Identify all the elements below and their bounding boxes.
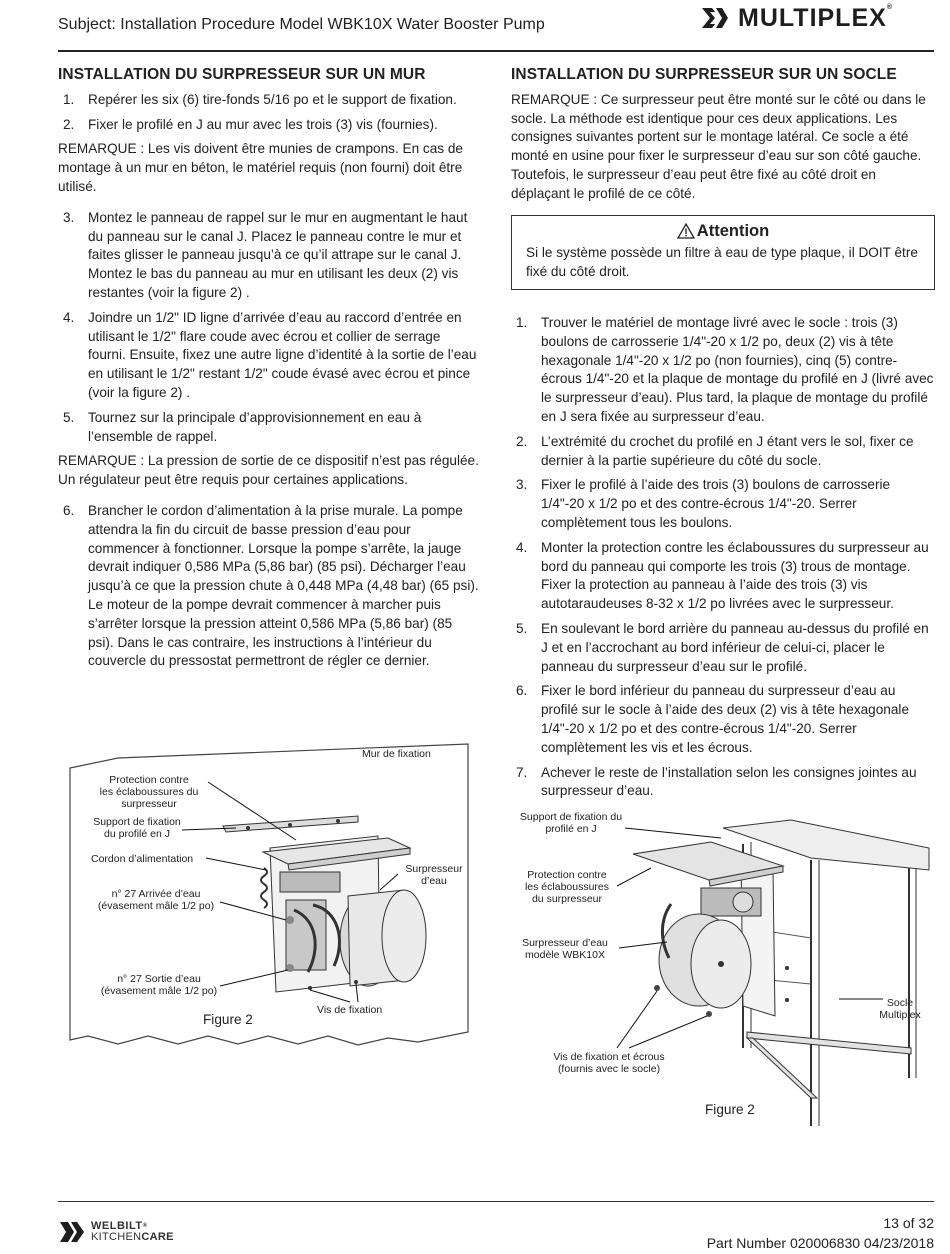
welbilt-kitchencare-logo xyxy=(58,1216,238,1248)
label-splash-guard-1: Protection contre xyxy=(109,774,189,786)
wall-mount-illustration xyxy=(58,740,478,1085)
label-booster-2: d’eau xyxy=(421,875,447,887)
label-inlet-2: (évasement mâle 1/2 po) xyxy=(97,900,215,912)
label-power-cord: Cordon d’alimentation xyxy=(91,853,194,865)
list-item: 4. Joindre un 1/2" ID ligne d’arrivée d’eau au raccord d’entrée en utilisant le 1/2" flare coude avec écrou et collier de serrage fourni. Ensuite, fixez une autre ligne d’identité à la sortie de l’eau en utilisant le 1/2" restant 1/2" coude évasé avec écrou et pince (voir la figure 2) . xyxy=(63,309,477,400)
label-inlet-1: n° 27 Arrivée d’eau xyxy=(111,888,201,900)
footer-divider xyxy=(58,1201,934,1202)
header-divider xyxy=(58,50,934,52)
multiplex-logo-text: MULTIPLEX® xyxy=(738,3,893,32)
wall-steps-a xyxy=(58,91,480,135)
multiplex-logo xyxy=(700,3,935,32)
right-column xyxy=(511,66,935,807)
label-bracket-2: du profilé en J xyxy=(104,828,170,840)
label-hardware-2: (fournis avec le socle) xyxy=(557,1063,661,1075)
label-bracket-1: Support de fixation xyxy=(93,816,181,828)
list-item: 4. Monter la protection contre les éclaboussures du surpresseur au bord du panneau qui comporte les trois (3) trous de montage. Fixer la protection au panneau à l’aide des trois (3) vis autotaraudeuses 8-32 x 1/2 po livrées avec le surpresseur. xyxy=(516,539,929,612)
part-number: Part Number 020006830 04/23/2018 xyxy=(706,1235,934,1251)
list-item: 3. Fixer le profilé à l’aide des trois (3) boulons de carrosserie 1/4"-20 x 1/2 po et des contre-écrous 1/4"-20. Serrer complètement tous les boulons. xyxy=(516,477,891,530)
page-number: 13 of 32 xyxy=(883,1215,934,1231)
label-bracket-1: Support de fixation du xyxy=(519,811,623,823)
wall-note-screws: REMARQUE : Les vis doivent être munies de crampons. En cas de montage à un mur en béton, le matériel requis (non fourni) doit être utilisé. xyxy=(58,141,463,194)
stand-mount-illustration xyxy=(511,808,941,1126)
attention-box xyxy=(511,215,935,290)
label-stand-1: Socle xyxy=(886,997,914,1009)
stand-note: REMARQUE : Ce surpresseur peut être monté sur le côté ou dans le socle. La méthode est identique pour ces deux applications. Les consignes suivantes portent sur le montage latéral. Ce socle a été monté en usine pour fixer le surpresseur d’eau sur son côté gauche. Toutefois, le surpresseur d’eau peut être fixé au côté droit en déplaçant le profilé de ce côté. xyxy=(511,91,926,201)
wall-steps-b xyxy=(58,209,480,447)
label-splash-guard-3: du surpresseur xyxy=(531,893,603,905)
label-stand-2: Multiplex xyxy=(879,1009,921,1021)
label-booster-1: Surpresseur xyxy=(405,863,463,875)
wall-install-heading: INSTALLATION DU SURPRESSEUR SUR UN MUR xyxy=(58,66,426,83)
wall-mount-figure xyxy=(58,740,478,1085)
figure-caption: Figure 2 xyxy=(705,1102,755,1117)
label-screws: Vis de fixation xyxy=(317,1004,383,1016)
list-item: 5. Tournez sur la principale d’approvisionnement en eau à l’ensemble de rappel. xyxy=(63,409,422,444)
brand-line-1: WELBILT® xyxy=(91,1220,148,1232)
multiplex-logo-icon xyxy=(700,6,730,30)
figure-caption: Figure 2 xyxy=(203,1012,253,1027)
attention-body: Si le système possède un filtre à eau de type plaque, il DOIT être fixé du côté droit. xyxy=(526,245,918,280)
wall-steps-c xyxy=(58,502,480,671)
stand-steps xyxy=(511,314,935,801)
warning-icon xyxy=(677,223,695,239)
label-splash-guard-3: surpresseur xyxy=(121,798,177,810)
label-booster-model-2: modèle WBK10X xyxy=(525,949,605,961)
wall-note-pressure: REMARQUE : La pression de sortie de ce dispositif n’est pas régulée. Un régulateur peut être requis pour certaines applications. xyxy=(58,453,479,488)
list-item: 5. En soulevant le bord arrière du panneau au-dessus du profilé en J et en l’accrochant au bord inférieur de celui-ci, placer le panneau du surpresseur d’eau sur le profilé. xyxy=(516,620,929,674)
list-item: 6. Fixer le bord inférieur du panneau du surpresseur d’eau au profilé sur le socle à l’aide des deux (2) vis à tête hexagonale 1/4"-20 x 1/2 po et des contre-écrous 1/4"-20. Serrer complètement les vis et les écrous. xyxy=(516,683,910,755)
list-item: 1. Trouver le matériel de montage livré avec le socle : trois (3) boulons de carrosserie 1/4"-20 x 1/2 po, deux (2) vis à tête hexagonale 1/4"-20 x 1/2 po (non fournies), cinq (5) contre-écrous 1/4"-20 et la plaque de montage du profilé en J (livré avec le surpresseur d’eau). Plus tard, la plaque de montage du profilé en J sera fixée au surpresseur d’eau. xyxy=(516,314,934,424)
list-item: 2. L’extrémité du crochet du profilé en J étant vers le sol, fixer ce dernier à la partie supérieure du côté du socle. xyxy=(516,433,914,468)
label-splash-guard-2: les éclaboussures xyxy=(524,881,610,893)
list-item: 2. Fixer le profilé en J au mur avec les trois (3) vis (fournies). xyxy=(63,116,438,132)
list-item: 1. Repérer les six (6) tire-fonds 5/16 po et le support de fixation. xyxy=(63,91,457,107)
document-subject: Subject: Installation Procedure Model WBK10X Water Booster Pump xyxy=(58,16,545,33)
label-hardware-1: Vis de fixation et écrous xyxy=(553,1051,665,1063)
label-outlet-1: n° 27 Sortie d’eau xyxy=(117,973,201,985)
list-item: 3. Montez le panneau de rappel sur le mur en augmentant le haut du panneau sur le canal J. Placez le panneau contre le mur et faites glisser le panneau jusqu’à ce qu’il attrape sur le canal J. Montez le bas du panneau au mur en utilisant les deux (2) vis restantes (voir la figure 2) . xyxy=(63,209,468,300)
attention-title: Attention xyxy=(526,222,920,241)
label-wall: Mur de fixation xyxy=(362,748,431,760)
label-splash-guard-2: les éclaboussures du xyxy=(99,786,199,798)
label-splash-guard-1: Protection contre xyxy=(527,869,607,881)
label-booster-model-1: Surpresseur d’eau xyxy=(522,937,608,949)
label-bracket-2: profilé en J xyxy=(545,823,597,835)
label-outlet-2: (évasement mâle 1/2 po) xyxy=(100,985,218,997)
list-item: 7. Achever le reste de l’installation selon les consignes jointes au surpresseur d’eau. xyxy=(516,764,917,799)
left-column xyxy=(58,66,480,677)
list-item: 6. Brancher le cordon d’alimentation à la prise murale. La pompe attendra la fin du circuit de basse pression d’eau pour commencer à fonctionner. Lorsque la pompe s’arrête, la jauge devrait indiquer 0,586 MPa (5,86 bar) (85 psi). Décharger l’eau jusqu’à ce que la pression chute à 0,448 MPa (4,48 bar) (65 psi). Le moteur de la pompe devrait commencer à marcher puis s’arrêter lorsque la pression atteint 0,586 MPa (5,86 bar) (85 psi). Dans le cas contraire, les instructions à l’intérieur du couvercle du pressostat permettront de régler ce dernier. xyxy=(63,502,479,669)
brand-line-2: KITCHENCARE xyxy=(91,1231,174,1243)
stand-install-heading: INSTALLATION DU SURPRESSEUR SUR UN SOCLE xyxy=(511,66,897,83)
stand-mount-figure xyxy=(511,808,941,1126)
welbilt-logo-icon xyxy=(58,1218,86,1246)
